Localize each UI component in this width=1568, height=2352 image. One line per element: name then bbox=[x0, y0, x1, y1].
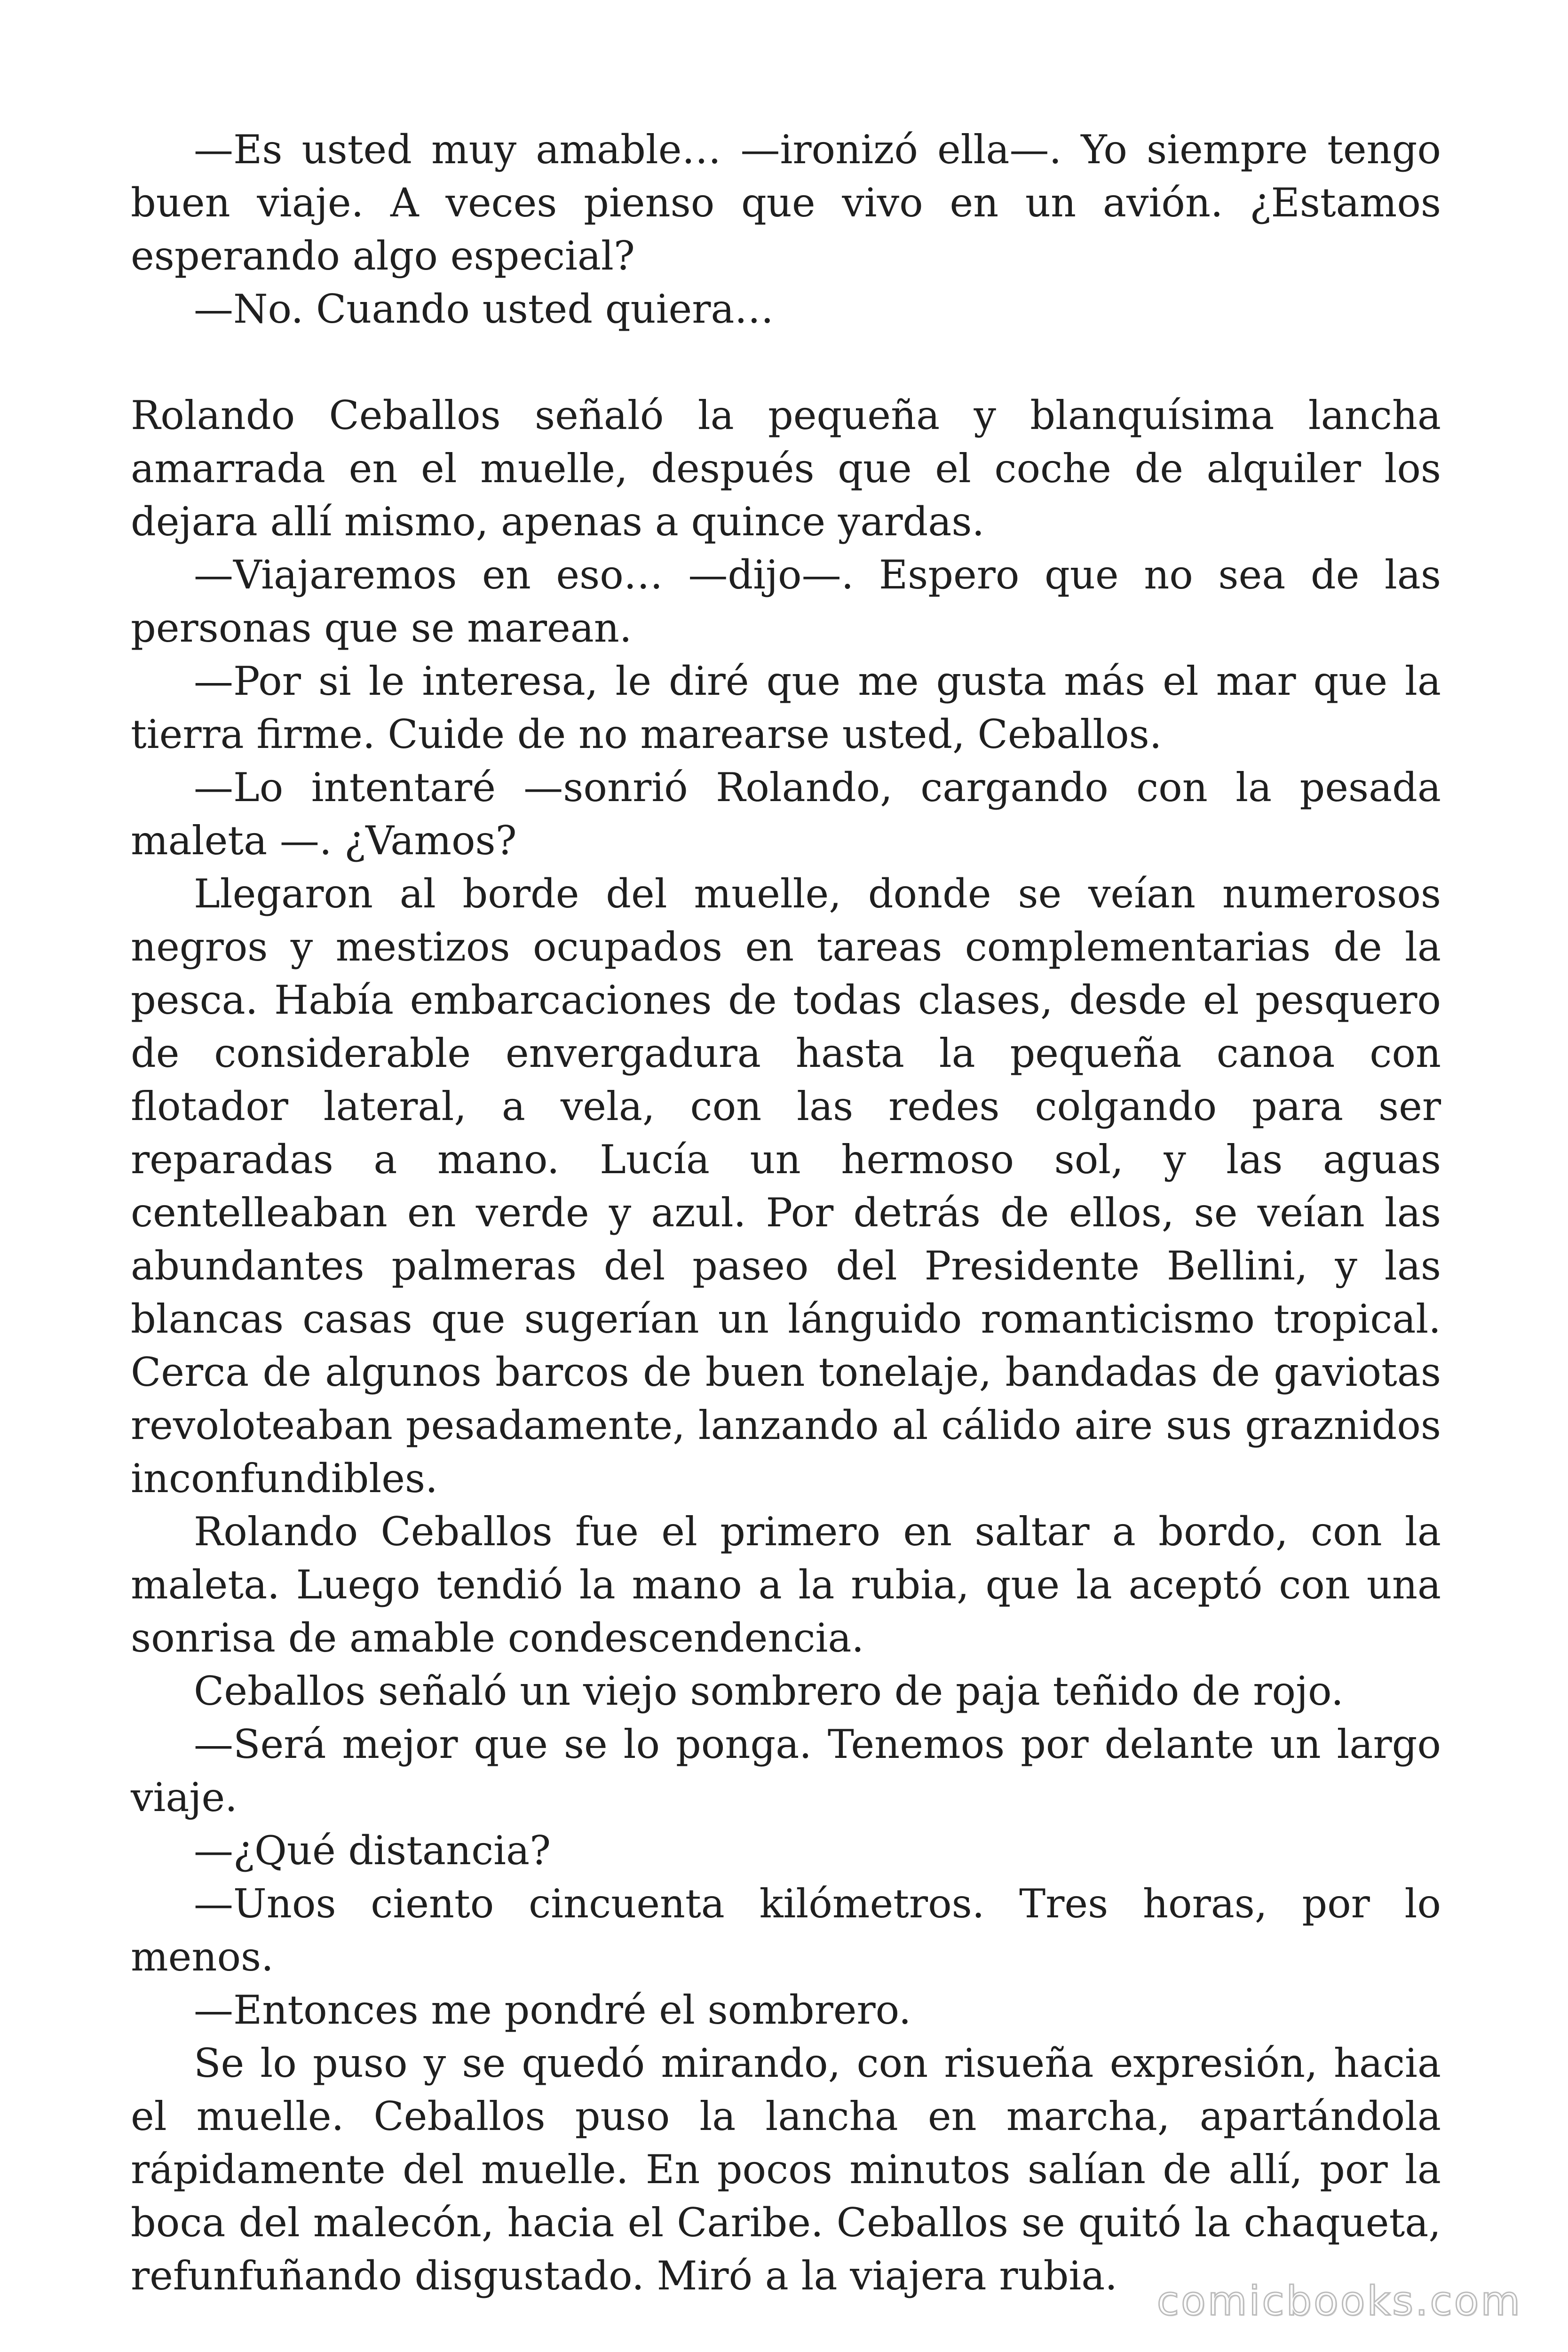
paragraph: Rolando Ceballos señaló la pequeña y blanquísima lancha amarrada en el muelle, después que el coche de alquiler los dejara allí mismo, apenas a quince yardas. bbox=[131, 392, 1441, 545]
paragraph: —Viajaremos en eso… —dijo—. Espero que no sea de las personas que se marean. bbox=[131, 552, 1441, 651]
paragraph: Rolando Ceballos fue el primero en saltar a bordo, con la maleta. Luego tendió la mano a la rubia, que la aceptó con una sonrisa de amable condescendencia. bbox=[131, 1509, 1441, 1661]
paragraph: —Será mejor que se lo ponga. Tenemos por delante un largo viaje. bbox=[131, 1721, 1441, 1820]
paragraph: —¿Qué distancia? bbox=[194, 1828, 551, 1874]
paragraph: Ceballos señaló un viejo sombrero de paja teñido de rojo. bbox=[194, 1668, 1344, 1714]
watermark: comicbooks.com bbox=[1156, 2278, 1522, 2325]
paragraph: —Es usted muy amable… —ironizó ella—. Yo siempre tengo buen viaje. A veces pienso que vivo en un avión. ¿Estamos esperando algo especial? bbox=[131, 127, 1441, 279]
paragraph: —Lo intentaré —sonrió Rolando, cargando con la pesada maleta —. ¿Vamos? bbox=[131, 764, 1441, 864]
paragraph: —Entonces me pondré el sombrero. bbox=[194, 1987, 911, 2033]
paragraph: Llegaron al borde del muelle, donde se veían numerosos negros y mestizos ocupados en tareas complementarias de la pesca. Había embarcaciones de todas clases, desde el pesquero de considerable envergadura hasta la pequeña canoa con flotador lateral, a vela, con las redes colgando para ser reparadas a mano. Lucía un hermoso sol, y las aguas centelleaban en verde y azul. Por detrás de ellos, se veían las abundantes palmeras del paseo del Presidente Bellini, y las blancas casas que sugerían un lánguido romanticismo tropical. Cerca de algunos barcos de buen tonelaje, bandadas de gaviotas revoloteaban pesadamente, lanzando al cálido aire sus graznidos inconfundibles. bbox=[131, 871, 1441, 1502]
paragraph: —No. Cuando usted quiera… bbox=[194, 286, 774, 332]
paragraph: —Por si le interesa, le diré que me gusta más el mar que la tierra firme. Cuide de no marearse usted, Ceballos. bbox=[131, 658, 1441, 757]
paragraph: —Unos ciento cincuenta kilómetros. Tres horas, por lo menos. bbox=[131, 1881, 1441, 1980]
paragraph: Se lo puso y se quedó mirando, con risueña expresión, hacia el muelle. Ceballos puso la lancha en marcha, apartándola rápidamente del muelle. En pocos minutos salían de allí, por la boca del malecón, hacia el Caribe. Ceballos se quitó la chaqueta, refunfuñando disgustado. Miró a la viajera rubia. bbox=[131, 2040, 1441, 2299]
page-body bbox=[131, 123, 1441, 2303]
